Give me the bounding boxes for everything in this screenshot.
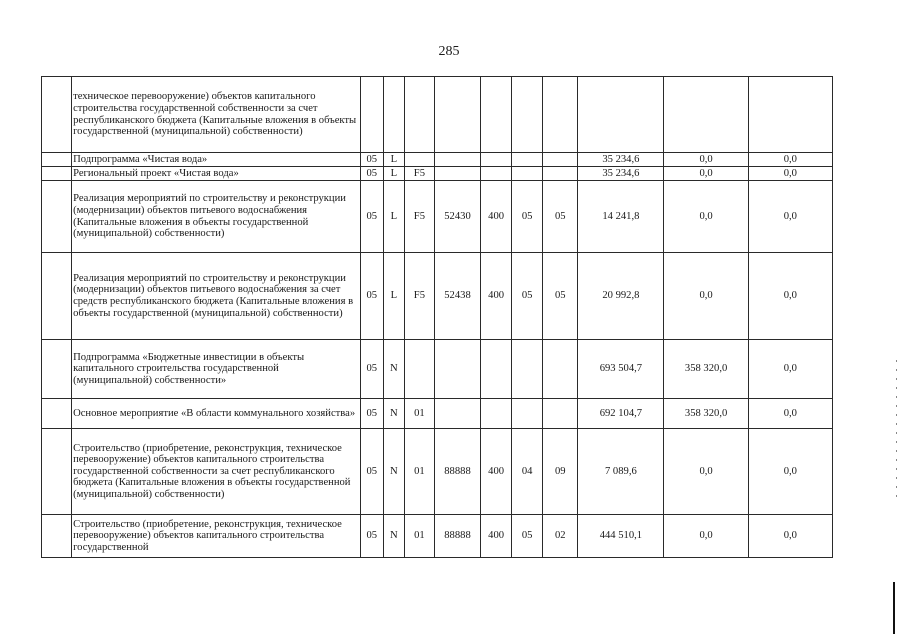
row-spacer-cell — [42, 253, 72, 340]
section-code-cell: 05 — [360, 340, 383, 399]
row-spacer-cell — [42, 153, 72, 167]
subprogram-code-cell: F5 — [404, 181, 434, 253]
row-spacer-cell — [42, 77, 72, 153]
page-number: 285 — [438, 44, 460, 59]
division-cell — [512, 167, 543, 181]
amount-year2-cell — [664, 77, 748, 153]
subprogram-code-cell — [404, 153, 434, 167]
program-code-cell: N — [383, 429, 404, 515]
amount-year1-cell: 7 089,6 — [578, 429, 664, 515]
subprogram-code-cell — [404, 340, 434, 399]
table-row — [42, 153, 833, 167]
subdivision-cell: 05 — [543, 253, 578, 340]
expense-type-cell — [481, 77, 512, 153]
item-description-cell: Региональный проект «Чистая вода» — [72, 167, 361, 181]
amount-year3-cell: 0,0 — [748, 340, 832, 399]
division-cell — [512, 153, 543, 167]
scan-artifact-edge — [893, 582, 895, 634]
section-code-cell: 05 — [360, 429, 383, 515]
table-row — [42, 167, 833, 181]
program-code-cell: L — [383, 153, 404, 167]
item-description-cell: Подпрограмма «Бюджетные инвестиции в объекты капитального строительства государственной (муниципальной) собственности» — [72, 340, 361, 399]
table-row — [42, 181, 833, 253]
table-row — [42, 429, 833, 515]
target-code-cell: 88888 — [434, 429, 480, 515]
division-cell: 05 — [512, 253, 543, 340]
target-code-cell: 88888 — [434, 515, 480, 558]
amount-year1-cell: 20 992,8 — [578, 253, 664, 340]
expense-type-cell — [481, 399, 512, 429]
amount-year1-cell — [578, 77, 664, 153]
program-code-cell — [383, 77, 404, 153]
amount-year2-cell: 358 320,0 — [664, 340, 748, 399]
subdivision-cell — [543, 167, 578, 181]
target-code-cell — [434, 167, 480, 181]
expense-type-cell: 400 — [481, 253, 512, 340]
expense-type-cell — [481, 167, 512, 181]
item-description-cell: Основное мероприятие «В области коммунального хозяйства» — [72, 399, 361, 429]
subdivision-cell — [543, 77, 578, 153]
amount-year3-cell: 0,0 — [748, 153, 832, 167]
amount-year2-cell: 358 320,0 — [664, 399, 748, 429]
amount-year2-cell: 0,0 — [664, 515, 748, 558]
subprogram-code-cell: 01 — [404, 429, 434, 515]
amount-year2-cell: 0,0 — [664, 167, 748, 181]
amount-year1-cell: 35 234,6 — [578, 153, 664, 167]
amount-year1-cell: 693 504,7 — [578, 340, 664, 399]
subdivision-cell: 09 — [543, 429, 578, 515]
subprogram-code-cell: 01 — [404, 515, 434, 558]
program-code-cell: L — [383, 253, 404, 340]
table-row — [42, 399, 833, 429]
amount-year3-cell: 0,0 — [748, 181, 832, 253]
row-spacer-cell — [42, 515, 72, 558]
subprogram-code-cell: F5 — [404, 167, 434, 181]
section-code-cell: 05 — [360, 399, 383, 429]
section-code-cell: 05 — [360, 515, 383, 558]
table-row — [42, 340, 833, 399]
subprogram-code-cell: 01 — [404, 399, 434, 429]
target-code-cell — [434, 340, 480, 399]
amount-year2-cell: 0,0 — [664, 253, 748, 340]
subdivision-cell — [543, 340, 578, 399]
amount-year3-cell: 0,0 — [748, 429, 832, 515]
program-code-cell: N — [383, 515, 404, 558]
division-cell: 04 — [512, 429, 543, 515]
target-code-cell — [434, 77, 480, 153]
amount-year3-cell: 0,0 — [748, 167, 832, 181]
section-code-cell: 05 — [360, 167, 383, 181]
row-spacer-cell — [42, 167, 72, 181]
item-description-cell: Строительство (приобретение, реконструкция, техническое перевооружение) объектов капитального строительства государственной — [72, 515, 361, 558]
subprogram-code-cell — [404, 77, 434, 153]
subprogram-code-cell: F5 — [404, 253, 434, 340]
division-cell: 05 — [512, 515, 543, 558]
amount-year1-cell: 444 510,1 — [578, 515, 664, 558]
subdivision-cell: 05 — [543, 181, 578, 253]
amount-year2-cell: 0,0 — [664, 153, 748, 167]
budget-table — [41, 76, 833, 558]
row-spacer-cell — [42, 429, 72, 515]
amount-year2-cell: 0,0 — [664, 181, 748, 253]
division-cell — [512, 399, 543, 429]
section-code-cell: 05 — [360, 253, 383, 340]
expense-type-cell: 400 — [481, 429, 512, 515]
item-description-cell: техническое перевооружение) объектов капитального строительства государственной собственности за счет республиканского бюджета (Капитальные вложения в объекты государственной (муниципальной) собственности) — [72, 77, 361, 153]
row-spacer-cell — [42, 399, 72, 429]
amount-year2-cell: 0,0 — [664, 429, 748, 515]
target-code-cell: 52438 — [434, 253, 480, 340]
row-spacer-cell — [42, 340, 72, 399]
expense-type-cell — [481, 340, 512, 399]
section-code-cell: 05 — [360, 153, 383, 167]
program-code-cell: L — [383, 167, 404, 181]
item-description-cell: Реализация мероприятий по строительству и реконструкции (модернизации) объектов питьевого водоснабжения (Капитальные вложения в объекты государственной (муниципальной) собственности) — [72, 181, 361, 253]
expense-type-cell — [481, 153, 512, 167]
expense-type-cell: 400 — [481, 181, 512, 253]
subdivision-cell — [543, 399, 578, 429]
section-code-cell — [360, 77, 383, 153]
amount-year1-cell: 35 234,6 — [578, 167, 664, 181]
amount-year1-cell: 14 241,8 — [578, 181, 664, 253]
amount-year3-cell: 0,0 — [748, 399, 832, 429]
target-code-cell — [434, 399, 480, 429]
program-code-cell: L — [383, 181, 404, 253]
table-row — [42, 253, 833, 340]
row-spacer-cell — [42, 181, 72, 253]
division-cell — [512, 340, 543, 399]
item-description-cell: Реализация мероприятий по строительству и реконструкции (модернизации) объектов питьевого водоснабжения за счет средств республиканского бюджета (Капитальные вложения в объекты государственной (муниципальной) собственности) — [72, 253, 361, 340]
amount-year3-cell: 0,0 — [748, 253, 832, 340]
target-code-cell — [434, 153, 480, 167]
table-row — [42, 77, 833, 153]
target-code-cell: 52430 — [434, 181, 480, 253]
program-code-cell: N — [383, 399, 404, 429]
subdivision-cell — [543, 153, 578, 167]
item-description-cell: Подпрограмма «Чистая вода» — [72, 153, 361, 167]
amount-year3-cell: 0,0 — [748, 515, 832, 558]
division-cell: 05 — [512, 181, 543, 253]
amount-year3-cell — [748, 77, 832, 153]
section-code-cell: 05 — [360, 181, 383, 253]
item-description-cell: Строительство (приобретение, реконструкция, техническое перевооружение) объектов капитального строительства государственной собственности за счет республиканского бюджета (Капитальные вложения в объекты государственной (муниципальной) собственности) — [72, 429, 361, 515]
scan-artifact-dots — [896, 360, 897, 500]
program-code-cell: N — [383, 340, 404, 399]
division-cell — [512, 77, 543, 153]
expense-type-cell: 400 — [481, 515, 512, 558]
table-row — [42, 515, 833, 558]
amount-year1-cell: 692 104,7 — [578, 399, 664, 429]
subdivision-cell: 02 — [543, 515, 578, 558]
